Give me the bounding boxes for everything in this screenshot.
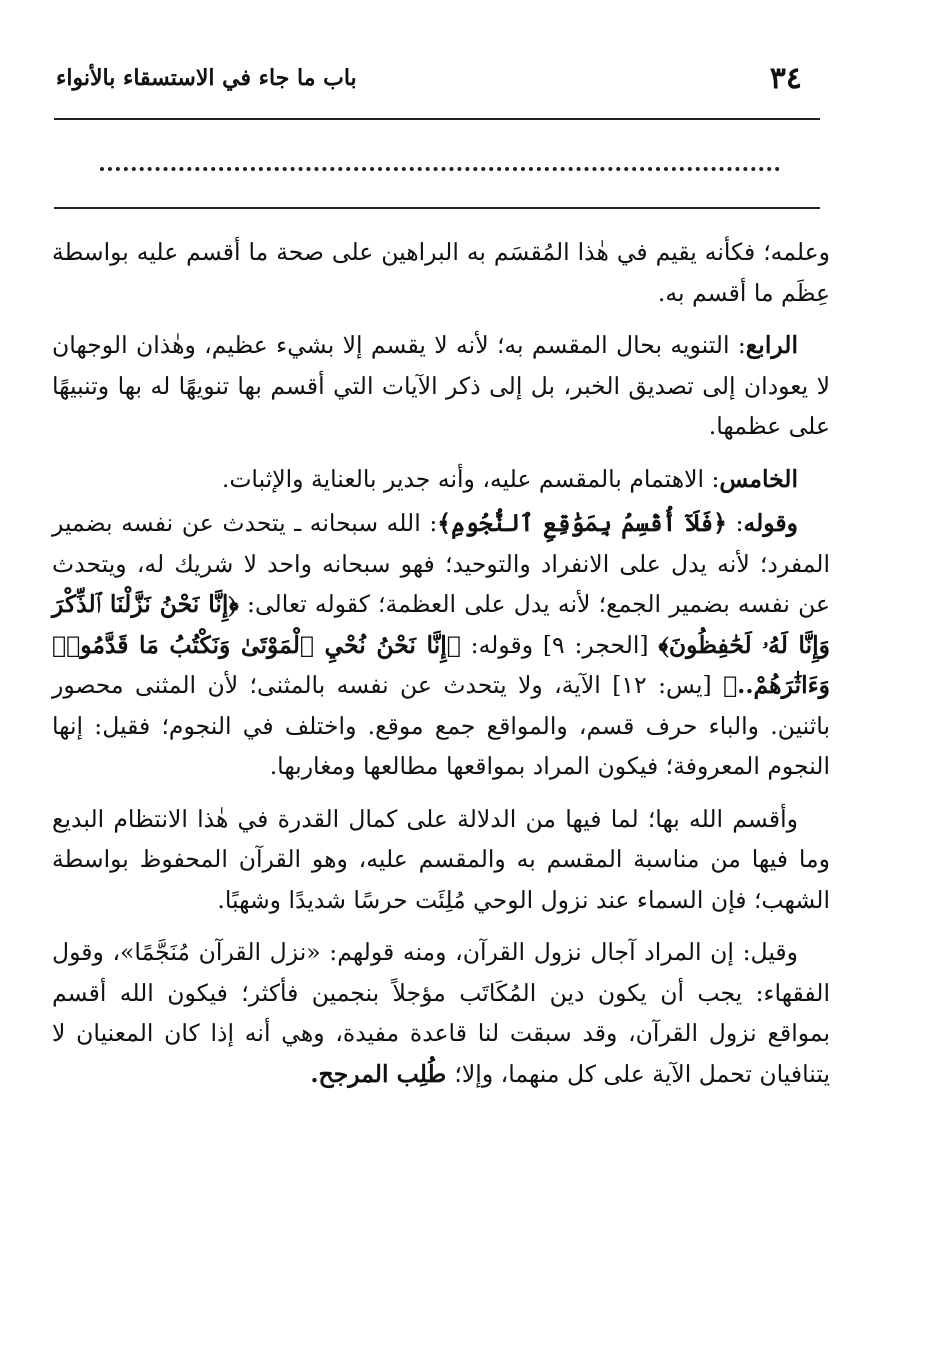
section-rule xyxy=(54,207,820,209)
paragraph-6 xyxy=(52,932,830,1094)
paragraph-text: : التنويه بحال المقسم به؛ لأنه لا يقسم إلا بشيء عظيم، وهٰذان الوجهان لا يعودان إلى تصديق الخبر، بل إلى ذكر الآيات التي أقسم بها تنويهًا له بها وتنبيهًا على عظمها. xyxy=(52,331,830,440)
page-header xyxy=(56,56,802,100)
paragraph-lead: الرابع xyxy=(745,331,798,359)
paragraph-4 xyxy=(52,503,830,787)
quran-verse: ﴿إِنَّا نَحْنُ نَزَّلْنَا ٱلذِّكْرَ وَإِنَّا لَهُۥ لَحَٰفِظُونَ﴾ xyxy=(52,590,830,659)
paragraph-text: : الله سبحانه ـ يتحدث عن نفسه بضمير المفرد؛ لأنه يدل على الانفراد والتوحيد؛ فهو سبحانه واحد لا شريك له، ويتحدث عن نفسه بضمير الجمع؛ لأنه يدل على العظمة؛ كقوله تعالى: xyxy=(52,509,831,618)
header-rule xyxy=(54,118,820,120)
body-text xyxy=(52,232,830,1106)
paragraph-text: وعلمه؛ فكأنه يقيم في هٰذا المُقسَم به البراهين على صحة ما أقسم عليه بواسطة عِظَم ما أقسم به. xyxy=(52,238,830,307)
paragraph-1 xyxy=(52,232,830,313)
quran-verse: ﴿إِنَّا نَحْنُ نُحْيِ ٱلْمَوْتَىٰ وَنَكْتُبُ مَا قَدَّمُوا۟ وَءَاثَٰرَهُمْ..﴾ xyxy=(52,630,831,699)
running-title: باب ما جاء في الاستسقاء بالأنواء xyxy=(56,65,357,91)
page-number: ٣٤ xyxy=(769,60,802,96)
paragraph-text: وأقسم الله بها؛ لما فيها من الدلالة على كمال القدرة في هٰذا الانتظام البديع وما فيها من مناسبة المقسم به والمقسم عليه، وهو القرآن المحفوظ بواسطة الشهب؛ فإن السماء عند نزول الوحي مُلِئَت حرسًا شديدًا وشهبًا. xyxy=(52,804,830,914)
paragraph-text: [يس: ١٢] الآية، ولا يتحدث عن نفسه بالمثنى؛ لأن المثنى محصور باثنين. والباء حرف قسم، والمواقع جمع موقع. واختلف في النجوم؛ فقيل: إنها النجوم المعروفة؛ فيكون المراد بمواقعها مطالعها ومغاربها. xyxy=(52,671,830,780)
paragraph-text: وقيل: إن المراد آجال نزول القرآن، ومنه قولهم: «نزل القرآن مُنَجَّمًا»، وقول الفقهاء: يجب أن يكون دين المُكَاتَب مؤجلاً بنجمين فأكثر؛ فيكون الله أقسم بمواقع نزول القرآن، وقد سبقت لنا قاعدة مفيدة، وهي أنه إذا كان المعنيان لا يتنافيان تحمل الآية على كل منهما، وإلا؛ xyxy=(52,938,830,1088)
paragraph-lead: الخامس xyxy=(719,464,798,493)
dotted-separator xyxy=(100,155,780,171)
paragraph-text: : الاهتمام بالمقسم عليه، وأنه جدير بالعناية والإثبات. xyxy=(221,464,720,493)
paragraph-2 xyxy=(52,325,830,447)
colon: : xyxy=(726,509,744,537)
verse-reference: [الحجر: ٩] وقوله: xyxy=(460,630,659,659)
quran-verse: ﴿فَلَآ أُقْسِمُ بِمَوَٰقِعِ ٱلنُّجُومِ﴾ xyxy=(437,509,727,537)
paragraph-5 xyxy=(52,799,830,921)
closing-phrase: طُلِب المرجح. xyxy=(310,1059,455,1088)
paragraph-lead: وقوله xyxy=(743,509,799,537)
paragraph-3 xyxy=(52,459,830,500)
